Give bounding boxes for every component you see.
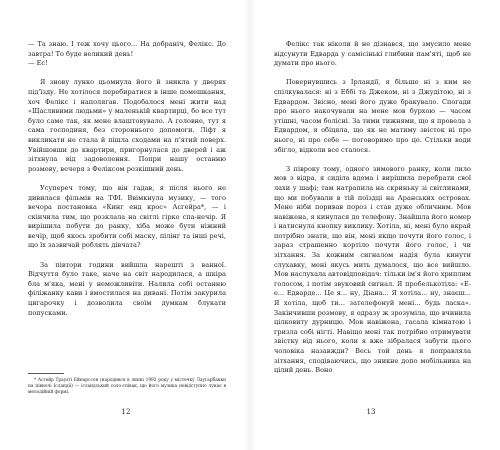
right-page-text <box>274 40 471 376</box>
paragraph: — Ес! <box>28 59 48 68</box>
left-page-text <box>28 40 226 318</box>
page-number: 13 <box>366 408 376 416</box>
paragraph: — Та знаю. І теж хочу цього... На добраніч, Фелікс. До завтра! То буде великий день! <box>28 40 226 58</box>
paragraph: Фелікс так ніколи й не дізнався, що змусило мене відсунути Едварда у самісінькі глибини пам'яті, щоб не думати про нього. <box>274 40 471 68</box>
paragraph: Повернувшись з Ірландії, я більше ні з ким не спілкувалася: ні з Еббі та Джеком, ні з Джудітою, ні з Едвардом. Звісно, мені його дуже бракувало. Спогади про нього накочували на мене мов бурхою — часом утішні, часом болісні. За тими тижнями, що я провела з Едвардом, я обіцяла, що як не матиму звісток ні про нього, ні про себе — поговоримо про це. Стільки води збігло, відколи все сталося. <box>274 78 471 154</box>
paragraph: Усупереч тому, що він гадав, я після нього не дивилася фільмів на ТФІ. Ввімкнула музику, — того вечора постановка «Кинг енд крос» Асгейра*, — і скінчила тим, що розклала на світлі гірко спа-нечір. Я вирішила побути до ранку, хіба може бути ніжний вечір, щоб якось зробити собі маску, пілінг та інші речі, що їх зазвичай роблять дівчата? <box>28 183 226 250</box>
paragraph: Я знову лунко цьомнула його й зникла у дверях під'їзду. Не хотілося перебиратися в інше помешкання, хоч Фелікс і наполягав. Подобалося мені жити над «Щасливими людьми» у маленькій квартирці, бо все тут було саме так, як мене влаштовувало. А головне, тут я сама господиня, без стороннього допомоги. Ліфт я викликати не стала й пішла сходами на п'ятий поверх. Увійшовши до квартири, пригорнулася до дверей і аж зітхнула від задоволення. Попри нашу останню розмову, вечеря з Феліксом розкішний день. <box>28 78 226 173</box>
footnote <box>28 378 226 396</box>
footnote-text: * Асгейр Трауsті Ейнарссон (народився в липні 1992 року у містечку Лаугарбакки на півночі Ісландії) — ісландський соло-співак, що його музика невідступно лунає в мелодійній формі. <box>28 378 226 395</box>
paragraph: З півроку тому, одного зимового ранку, коли лило мов з відра, я сиділа вдома і вирішила перебрати свої лахи у шафі; там натрапила на скриньку зі світлинами, що ми побували в тій поїздці на Аранських островах. Мене ніби поривав пороз і став дуже обличним. Мов навіжена, я кинулася до телефону. Знайшла його номер і натиснула кнопку виклику. Хотіла, ні, мені було вкрай потрібно знати, що він, мені якщо почути його голос, і зараз страшенно кортіло почути його голос, і чи зітхання. За кожним сигналом надія була кинути слухавку, мені якусь мить думалося, що все вийшло. Мов наслухала автовідповідач: тільки ім'я його хриплим голосом, і потім звуковий сигнал. Я пробелькотіла: «Е-е... Едварде... Це я... ну, Діана... Я хотіла... ну, знаєш... Я хотіла, щоб ти... зателефонуй мені... будь ласка». Закінчивши розмову, я одразу ж зрозуміла, що вчинила цілковиту дурницю. Мов навіжена, гасала кімнатою і гризла собі нігті. Навіщо мені так потрібно отримувати звістку від нього, коли я вже зібралася забути цього чоловіка назавжди? Весь той день я поправляла зітхання, сподіваючись, що зникне допо мобільника на цілий день. Воно <box>274 164 471 375</box>
page-number: 12 <box>121 408 131 416</box>
footnote-rule <box>28 373 64 374</box>
right-page <box>250 0 500 450</box>
paragraph: За півтори години вийшла нарешті з ванної. Відчуття було таке, наче на світ народилася, а шкіра бла м'яка, мені у неможливіти. Налила собі останню філіжанку кави і вмостилася на дивані. Потім закурила цигарочку і дозволила своїм думкам блукати попусками. <box>28 260 226 317</box>
